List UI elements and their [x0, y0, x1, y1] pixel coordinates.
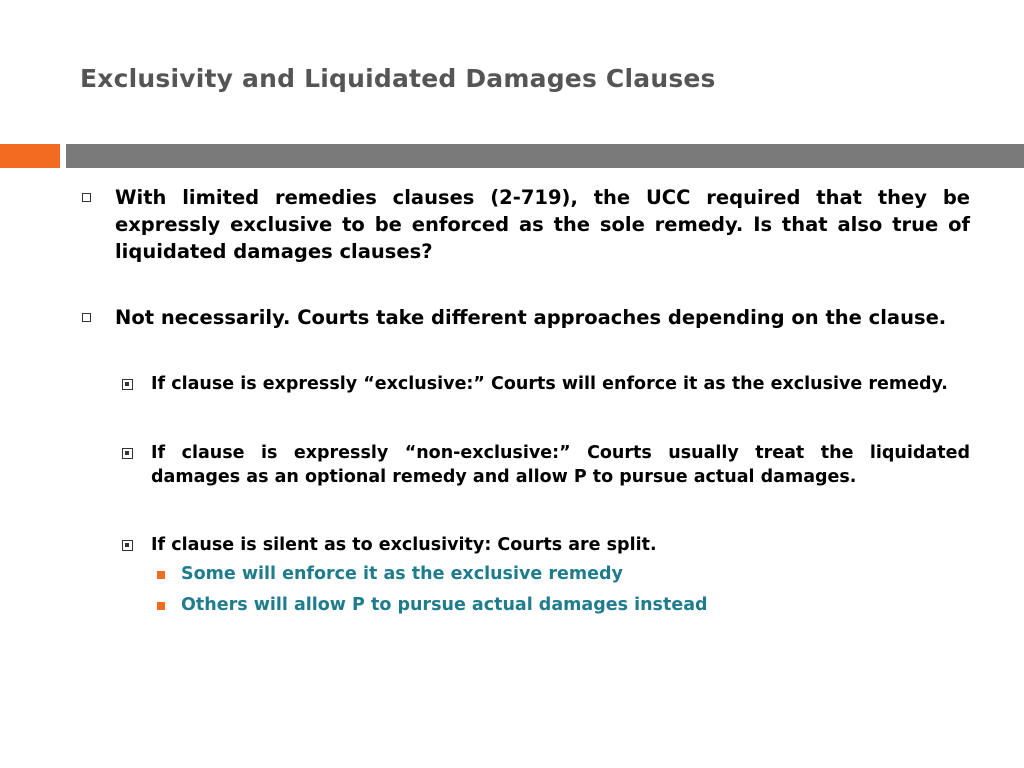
- sub-bullet-text: If clause is silent as to exclusivity: Courts are split.: [151, 535, 657, 555]
- sub-sub-bullet-item: [157, 559, 970, 590]
- square-bullet-icon: [122, 448, 133, 459]
- bullet-text: With limited remedies clauses (2-719), the UCC required that they be expressly exclusive to be enforced as the sole remedy. Is that also true of liquidated damages clauses?: [115, 186, 970, 263]
- filled-square-bullet-icon: [157, 602, 165, 610]
- hollow-square-bullet-icon: [82, 193, 91, 202]
- sub-sub-bullet-text: Others will allow P to pursue actual damages instead: [181, 595, 708, 615]
- sub-sub-bullet-item: [157, 590, 970, 621]
- bullet-item: [80, 304, 970, 331]
- title-underline-bar: [66, 144, 1024, 168]
- square-bullet-icon: [122, 540, 133, 551]
- sub-bullet-text: If clause is expressly “non-exclusive:” Courts usually treat the liquidated damages as an optional remedy and allow P to pursue actual damages.: [151, 443, 970, 487]
- sub-bullet-item: [120, 533, 970, 557]
- slide-title: Exclusivity and Liquidated Damages Clauses: [80, 64, 716, 93]
- filled-square-bullet-icon: [157, 571, 165, 579]
- sub-bullet-item: [120, 372, 970, 396]
- slide-body: [80, 184, 970, 621]
- sub-sub-bullet-text: Some will enforce it as the exclusive remedy: [181, 564, 623, 584]
- sub-bullet-text: If clause is expressly “exclusive:” Courts will enforce it as the exclusive remedy.: [151, 374, 948, 394]
- square-bullet-icon: [122, 379, 133, 390]
- bullet-item: [80, 184, 970, 265]
- hollow-square-bullet-icon: [82, 313, 91, 322]
- sub-bullet-item: [120, 441, 970, 489]
- bullet-text: Not necessarily. Courts take different approaches depending on the clause.: [115, 306, 947, 329]
- title-underline-accent: [0, 144, 60, 168]
